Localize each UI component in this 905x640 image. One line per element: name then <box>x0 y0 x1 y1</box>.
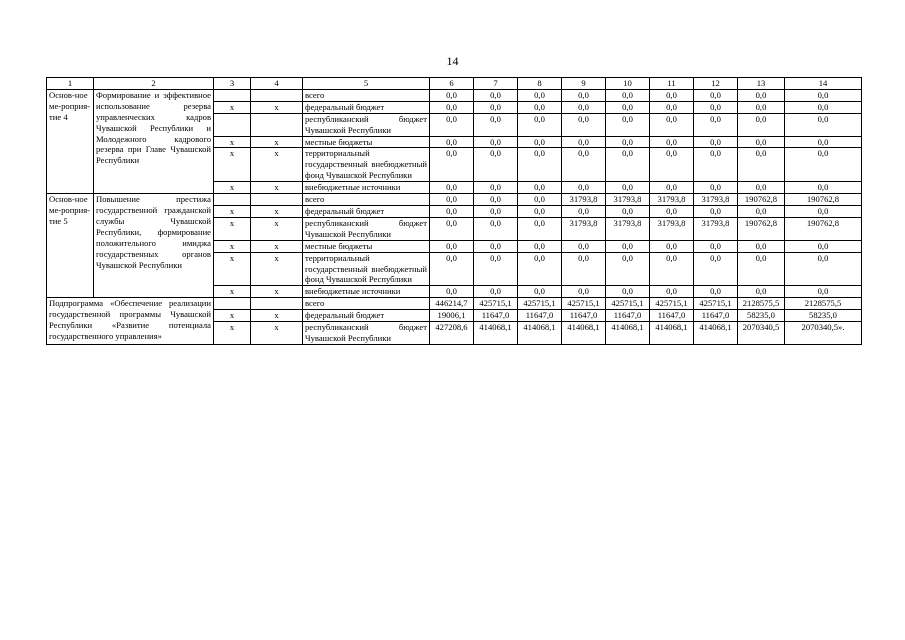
header-cell: 10 <box>606 78 650 90</box>
value-cell: 0,0 <box>430 205 474 217</box>
col4-cell: х <box>251 182 303 194</box>
header-cell: 12 <box>694 78 738 90</box>
header-cell: 11 <box>650 78 694 90</box>
value-cell: 0,0 <box>606 205 650 217</box>
value-cell: 11647,0 <box>606 310 650 322</box>
value-cell: 0,0 <box>738 136 785 148</box>
value-cell: 0,0 <box>738 101 785 113</box>
value-cell: 0,0 <box>430 217 474 240</box>
value-cell: 0,0 <box>474 205 518 217</box>
value-cell: 0,0 <box>518 252 562 286</box>
value-cell: 414068,1 <box>606 322 650 345</box>
value-cell: 2128575,5 <box>785 298 862 310</box>
value-cell: 0,0 <box>694 148 738 182</box>
value-cell: 425715,1 <box>518 298 562 310</box>
value-cell: 0,0 <box>785 286 862 298</box>
funding-source-cell: всего <box>303 89 430 101</box>
value-cell: 0,0 <box>518 89 562 101</box>
value-cell: 0,0 <box>474 89 518 101</box>
value-cell: 0,0 <box>785 252 862 286</box>
col4-cell: х <box>251 205 303 217</box>
value-cell: 0,0 <box>650 101 694 113</box>
value-cell: 425715,1 <box>562 298 606 310</box>
value-cell: 425715,1 <box>474 298 518 310</box>
value-cell: 0,0 <box>785 89 862 101</box>
value-cell: 31793,8 <box>606 194 650 206</box>
value-cell: 11647,0 <box>562 310 606 322</box>
value-cell: 2070340,5 <box>738 322 785 345</box>
col4-cell: х <box>251 310 303 322</box>
value-cell: 0,0 <box>738 240 785 252</box>
value-cell: 0,0 <box>562 136 606 148</box>
value-cell: 446214,7 <box>430 298 474 310</box>
value-cell: 0,0 <box>474 194 518 206</box>
value-cell: 0,0 <box>738 286 785 298</box>
value-cell: 0,0 <box>430 252 474 286</box>
value-cell: 0,0 <box>738 252 785 286</box>
col4-cell <box>251 194 303 206</box>
funding-source-cell: всего <box>303 298 430 310</box>
value-cell: 2070340,5». <box>785 322 862 345</box>
value-cell: 0,0 <box>738 205 785 217</box>
value-cell: 414068,1 <box>694 322 738 345</box>
value-cell: 0,0 <box>474 136 518 148</box>
value-cell: 0,0 <box>430 89 474 101</box>
value-cell: 0,0 <box>650 89 694 101</box>
value-cell: 427208,6 <box>430 322 474 345</box>
funding-source-cell: внебюджетные источники <box>303 286 430 298</box>
col4-cell: х <box>251 136 303 148</box>
col3-cell: х <box>214 136 251 148</box>
funding-source-cell: территориальный государственный внебюджетный фонд Чувашской Республики <box>303 148 430 182</box>
value-cell: 0,0 <box>562 113 606 136</box>
col4-cell: х <box>251 286 303 298</box>
value-cell: 0,0 <box>430 240 474 252</box>
funding-source-cell: местные бюджеты <box>303 240 430 252</box>
value-cell: 0,0 <box>738 89 785 101</box>
value-cell: 0,0 <box>650 136 694 148</box>
funding-source-cell: федеральный бюджет <box>303 101 430 113</box>
value-cell: 190762,8 <box>785 194 862 206</box>
header-cell: 5 <box>303 78 430 90</box>
value-cell: 414068,1 <box>562 322 606 345</box>
value-cell: 31793,8 <box>606 217 650 240</box>
funding-source-cell: местные бюджеты <box>303 136 430 148</box>
col4-cell: х <box>251 101 303 113</box>
header-cell: 13 <box>738 78 785 90</box>
col4-cell: х <box>251 252 303 286</box>
value-cell: 0,0 <box>474 101 518 113</box>
value-cell: 11647,0 <box>650 310 694 322</box>
value-cell: 58235,0 <box>785 310 862 322</box>
table-row <box>47 194 862 206</box>
value-cell: 0,0 <box>694 101 738 113</box>
value-cell: 0,0 <box>650 286 694 298</box>
value-cell: 0,0 <box>694 252 738 286</box>
value-cell: 0,0 <box>518 136 562 148</box>
header-row <box>47 78 862 90</box>
value-cell: 0,0 <box>474 148 518 182</box>
value-cell: 0,0 <box>694 182 738 194</box>
col3-cell <box>214 113 251 136</box>
value-cell: 0,0 <box>785 182 862 194</box>
value-cell: 0,0 <box>650 240 694 252</box>
value-cell: 0,0 <box>650 182 694 194</box>
value-cell: 0,0 <box>606 148 650 182</box>
event-name-cell: Формирование и эффективное использование резерва управленческих кадров Чувашской Республики и Молодежного кадрового резерва при Главе Чувашской Республики <box>94 89 214 193</box>
col3-cell: х <box>214 286 251 298</box>
value-cell: 190762,8 <box>738 194 785 206</box>
value-cell: 0,0 <box>562 252 606 286</box>
value-cell: 0,0 <box>694 205 738 217</box>
value-cell: 0,0 <box>606 136 650 148</box>
value-cell: 19006,1 <box>430 310 474 322</box>
value-cell: 190762,8 <box>738 217 785 240</box>
value-cell: 425715,1 <box>694 298 738 310</box>
value-cell: 0,0 <box>738 148 785 182</box>
table-body <box>47 78 862 345</box>
value-cell: 0,0 <box>606 101 650 113</box>
value-cell: 0,0 <box>430 136 474 148</box>
header-cell: 8 <box>518 78 562 90</box>
value-cell: 0,0 <box>430 182 474 194</box>
value-cell: 0,0 <box>430 194 474 206</box>
value-cell: 0,0 <box>694 113 738 136</box>
value-cell: 0,0 <box>562 148 606 182</box>
value-cell: 0,0 <box>474 182 518 194</box>
header-cell: 1 <box>47 78 94 90</box>
value-cell: 0,0 <box>430 113 474 136</box>
col3-cell <box>214 298 251 310</box>
value-cell: 0,0 <box>474 217 518 240</box>
value-cell: 0,0 <box>562 240 606 252</box>
page-number: 14 <box>446 54 459 68</box>
funding-source-cell: республиканский бюджет Чувашской Республики <box>303 322 430 345</box>
value-cell: 31793,8 <box>694 217 738 240</box>
col4-cell: х <box>251 322 303 345</box>
value-cell: 31793,8 <box>562 217 606 240</box>
value-cell: 425715,1 <box>650 298 694 310</box>
col3-cell: х <box>214 205 251 217</box>
col3-cell: х <box>214 148 251 182</box>
value-cell: 0,0 <box>430 101 474 113</box>
value-cell: 0,0 <box>650 148 694 182</box>
funding-source-cell: территориальный государственный внебюджетный фонд Чувашской Республики <box>303 252 430 286</box>
header-cell: 3 <box>214 78 251 90</box>
funding-source-cell: внебюджетные источники <box>303 182 430 194</box>
value-cell: 58235,0 <box>738 310 785 322</box>
table-row <box>47 89 862 101</box>
value-cell: 0,0 <box>738 182 785 194</box>
value-cell: 414068,1 <box>518 322 562 345</box>
value-cell: 0,0 <box>785 101 862 113</box>
value-cell: 0,0 <box>518 240 562 252</box>
event-name-cell: Повышение престижа государственной гражданской службы Чувашской Республики, формирование положительного имиджа государственных органов Чувашской Республики <box>94 194 214 298</box>
value-cell: 0,0 <box>474 286 518 298</box>
value-cell: 0,0 <box>606 240 650 252</box>
header-cell: 4 <box>251 78 303 90</box>
value-cell: 0,0 <box>650 113 694 136</box>
col4-cell <box>251 89 303 101</box>
col4-cell: х <box>251 217 303 240</box>
value-cell: 0,0 <box>606 252 650 286</box>
value-cell: 0,0 <box>694 240 738 252</box>
value-cell: 0,0 <box>562 182 606 194</box>
col4-cell <box>251 298 303 310</box>
value-cell: 11647,0 <box>518 310 562 322</box>
value-cell: 0,0 <box>606 113 650 136</box>
header-cell: 7 <box>474 78 518 90</box>
value-cell: 0,0 <box>518 205 562 217</box>
value-cell: 0,0 <box>562 286 606 298</box>
value-cell: 0,0 <box>738 113 785 136</box>
value-cell: 0,0 <box>430 286 474 298</box>
value-cell: 31793,8 <box>694 194 738 206</box>
col3-cell: х <box>214 101 251 113</box>
col3-cell <box>214 194 251 206</box>
value-cell: 0,0 <box>606 286 650 298</box>
header-cell: 14 <box>785 78 862 90</box>
header-cell: 2 <box>94 78 214 90</box>
col4-cell: х <box>251 240 303 252</box>
value-cell: 190762,8 <box>785 217 862 240</box>
value-cell: 0,0 <box>694 286 738 298</box>
col4-cell: х <box>251 148 303 182</box>
col3-cell <box>214 89 251 101</box>
event-cell: Основ-ное ме-роприя-тие 5 <box>47 194 94 298</box>
value-cell: 31793,8 <box>650 217 694 240</box>
funding-source-cell: федеральный бюджет <box>303 310 430 322</box>
value-cell: 31793,8 <box>562 194 606 206</box>
value-cell: 0,0 <box>785 148 862 182</box>
value-cell: 0,0 <box>694 136 738 148</box>
funding-source-cell: республиканский бюджет Чувашской Республики <box>303 113 430 136</box>
subprogram-name-cell: Подпрограмма «Обеспечение реализации государственной программы Чувашской Республики «Развитие потенциала государственного управления» <box>47 298 214 345</box>
funding-source-cell: республиканский бюджет Чувашской Республики <box>303 217 430 240</box>
value-cell: 31793,8 <box>650 194 694 206</box>
value-cell: 0,0 <box>650 252 694 286</box>
col3-cell: х <box>214 240 251 252</box>
value-cell: 0,0 <box>474 240 518 252</box>
value-cell: 0,0 <box>562 205 606 217</box>
value-cell: 0,0 <box>518 101 562 113</box>
value-cell: 414068,1 <box>650 322 694 345</box>
value-cell: 0,0 <box>518 194 562 206</box>
col3-cell: х <box>214 182 251 194</box>
col3-cell: х <box>214 217 251 240</box>
value-cell: 0,0 <box>562 89 606 101</box>
event-cell: Основ-ное ме-роприя-тие 4 <box>47 89 94 193</box>
value-cell: 0,0 <box>694 89 738 101</box>
value-cell: 0,0 <box>606 182 650 194</box>
value-cell: 11647,0 <box>694 310 738 322</box>
header-cell: 6 <box>430 78 474 90</box>
value-cell: 0,0 <box>562 101 606 113</box>
col3-cell: х <box>214 310 251 322</box>
value-cell: 0,0 <box>518 148 562 182</box>
value-cell: 0,0 <box>785 136 862 148</box>
funding-source-cell: всего <box>303 194 430 206</box>
value-cell: 414068,1 <box>474 322 518 345</box>
value-cell: 0,0 <box>606 89 650 101</box>
budget-table <box>46 77 862 345</box>
table-row <box>47 298 862 310</box>
value-cell: 425715,1 <box>606 298 650 310</box>
value-cell: 0,0 <box>785 205 862 217</box>
value-cell: 0,0 <box>430 148 474 182</box>
value-cell: 11647,0 <box>474 310 518 322</box>
value-cell: 0,0 <box>518 182 562 194</box>
value-cell: 0,0 <box>474 113 518 136</box>
value-cell: 0,0 <box>785 240 862 252</box>
value-cell: 0,0 <box>518 217 562 240</box>
value-cell: 0,0 <box>785 113 862 136</box>
value-cell: 2128575,5 <box>738 298 785 310</box>
col3-cell: х <box>214 252 251 286</box>
funding-source-cell: федеральный бюджет <box>303 205 430 217</box>
value-cell: 0,0 <box>650 205 694 217</box>
header-cell: 9 <box>562 78 606 90</box>
col4-cell <box>251 113 303 136</box>
value-cell: 0,0 <box>518 286 562 298</box>
value-cell: 0,0 <box>474 252 518 286</box>
value-cell: 0,0 <box>518 113 562 136</box>
col3-cell: х <box>214 322 251 345</box>
